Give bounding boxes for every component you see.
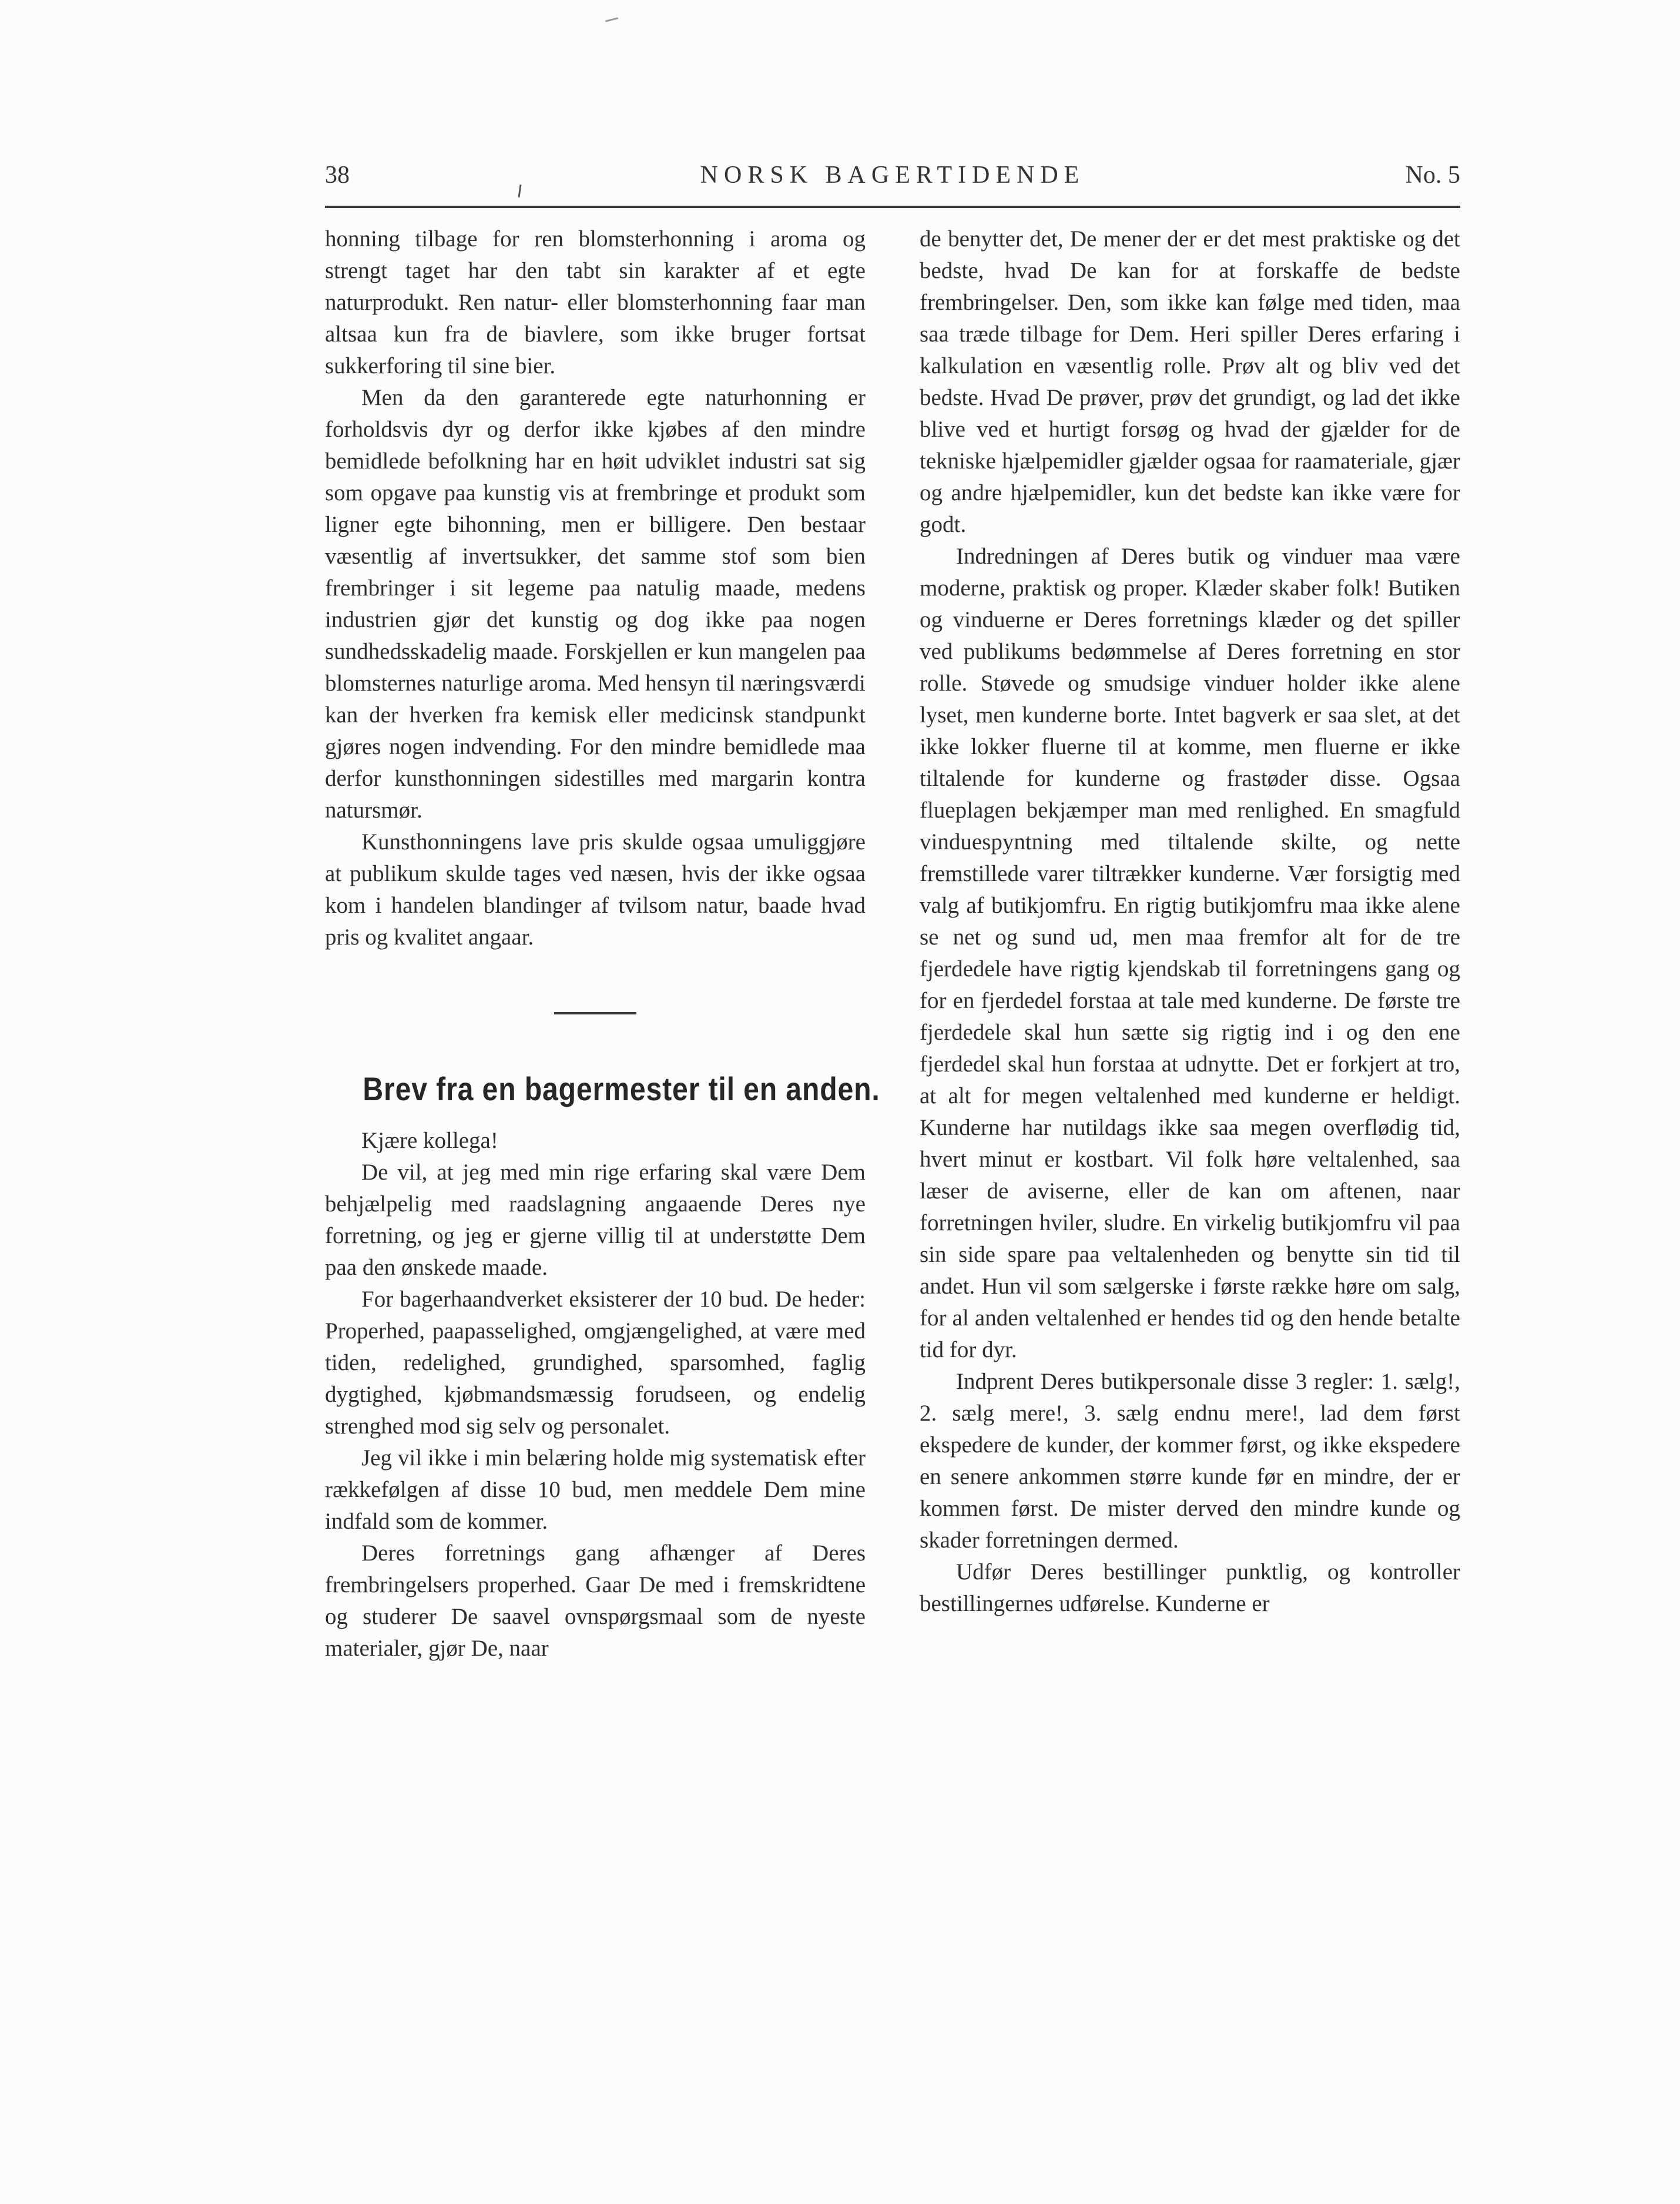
salutation: Kjære kollega! [361,1128,498,1153]
paragraph: honning tilbage for ren blomsterhonning i aroma og strengt taget har den tabt sin karakter af et egte naturprodukt. Ren natur- eller blomsterhonning faar man altsaa kun fra de biavlere, som ikke bruger fortsat sukkerforing til sine bier. [325,226,866,379]
article-heading: Brev fra en bagermester til en anden. [363,1070,880,1107]
paragraph: Kunsthonningens lave pris skulde ogsaa umuliggjøre at publikum skulde tages ved næsen, hvis der ikke ogsaa kom i handelen blandinger af tvilsom natur, baade hvad pris og kvalitet angaar. [325,829,866,950]
paragraph: Men da den garanterede egte naturhonning er forholdsvis dyr og derfor ikke kjøbes af den mindre bemidlede befolkning har en høit udviklet industri sat sig som opgave paa kunstig vis at frembringe et produkt som ligner egte bihonning, men er billigere. Den bestaar væsentlig af invertsukker, det samme stof som bien frembringer i sit legeme paa natulig maade, medens industrien gjør det kunstig og dog ikke paa nogen sundhedsskadelig maade. Forskjellen er kun mangelen paa blomsternes naturlige aroma. Med hensyn til næringsværdi kan der hverken fra kemisk eller medicinsk standpunkt gjøres nogen indvending. For den mindre bemidlede maa derfor kunsthonningen sidestilles med margarin kontra natursmør. [325,385,866,823]
paragraph: Indprent Deres butikpersonale disse 3 regler: 1. sælg!, 2. sælg mere!, 3. sælg endnu mere!, lad dem først ekspedere de kunder, der kommer først, og ikke ekspedere en senere ankommen større kunde før en mindre, der er kommen først. De mister derved den mindre kunde og skader forretningen dermed. [920,1369,1460,1553]
page-header [325,159,1460,194]
paragraph: Jeg vil ikke i min belæring holde mig systematisk efter rækkefølgen af disse 10 bud, men meddele Dem mine indfald som de kommer. [325,1445,866,1534]
header-rule [325,206,1460,208]
right-column [920,223,1460,1620]
paragraph: For bagerhaandverket eksisterer der 10 bud. De heder: Properhed, paapasselighed, omgjængelighed, at være med tiden, redelighed, grundighed, sparsomhed, faglig dygtighed, kjøbmandsmæssig forudseen, og endelig strenghed mod sig selv og personalet. [325,1287,866,1439]
paragraph: Indredningen af Deres butik og vinduer maa være moderne, praktisk og proper. Klæder skaber folk! Butiken og vinduerne er Deres forretnings klæder og det spiller ved publikums bedømmelse af Deres forretning en stor rolle. Støvede og smudsige vinduer holder ikke alene lyset, men kunderne borte. Intet bagverk er saa slet, at det ikke lokker fluerne til at komme, men fluerne er ikke tiltalende for kunderne og frastøder disse. Ogsaa flueplagen bekjæmper man med renlighed. En smagfuld vinduespyntning med tiltalende skilte, og nette fremstillede varer tiltrækker kunderne. Vær forsigtig med valg af butikjomfru. En rigtig butikjomfru maa ikke alene se net og sund ud, men maa fremfor alt for de tre fjerdedele have rigtig kjendskab til forretningens gang og for en fjerdedel forstaa at tale med kunderne. De første tre fjerdedele skal hun sætte sig rigtig ind i og den ene fjerdedel skal hun forstaa at udnytte. Det er forkjert at tro, at alt for megen veltalenhed med kunderne er heldigt. Kunderne har nutildags ikke saa megen overflødig tid, hvert minut er kostbart. Vil folk høre veltalenhed, saa læser de aviserne, eller de kan om aftenen, naar forretningen hviler, sludre. En virkelig butikjomfru vil paa sin side spare paa veltalenheden og benytte sin tid til andet. Hun vil som sælgerske i første række høre om salg, for al anden veltalenhed er hendes tid og den hende betalte tid for dyr. [920,544,1460,1362]
scan-mark [605,17,618,22]
issue-number: No. 5 [1405,162,1460,189]
paragraph: de benytter det, De mener der er det mest praktiske og det bedste, hvad De kan for at forskaffe de bedste frembringelser. Den, som ikke kan følge med tiden, maa saa træde tilbage for Dem. Heri spiller Deres erfaring i kalkulation en væsentlig rolle. Prøv alt og bliv ved det bedste. Hvad De prøver, prøv det grundigt, og lad det ikke blive ved et hurtigt forsøg og hvad der gjælder for de tekniske hjælpemidler gjælder ogsaa for raamateriale, gjær og andre hjælpemidler, kun det bedste kan ikke være for godt. [920,226,1460,537]
newspaper-title: NORSK BAGERTIDENDE [700,162,1085,189]
paragraph: De vil, at jeg med min rige erfaring skal være Dem behjælpelig med raadslagning angaaende Deres nye forretning, og jeg er gjerne villig til at understøtte Dem paa den ønskede maade. [325,1160,866,1280]
left-column [325,223,880,1664]
paragraph: Deres forretnings gang afhænger af Deres frembringelsers properhed. Gaar De med i fremskridtene og studerer De saavel ovnspørgsmaal som de nyeste materialer, gjør De, naar [325,1540,866,1661]
paragraph: Udfør Deres bestillinger punktlig, og kontroller bestillingernes udførelse. Kunderne er [920,1559,1460,1616]
section-divider [554,1012,636,1014]
page-number: 38 [325,162,350,189]
